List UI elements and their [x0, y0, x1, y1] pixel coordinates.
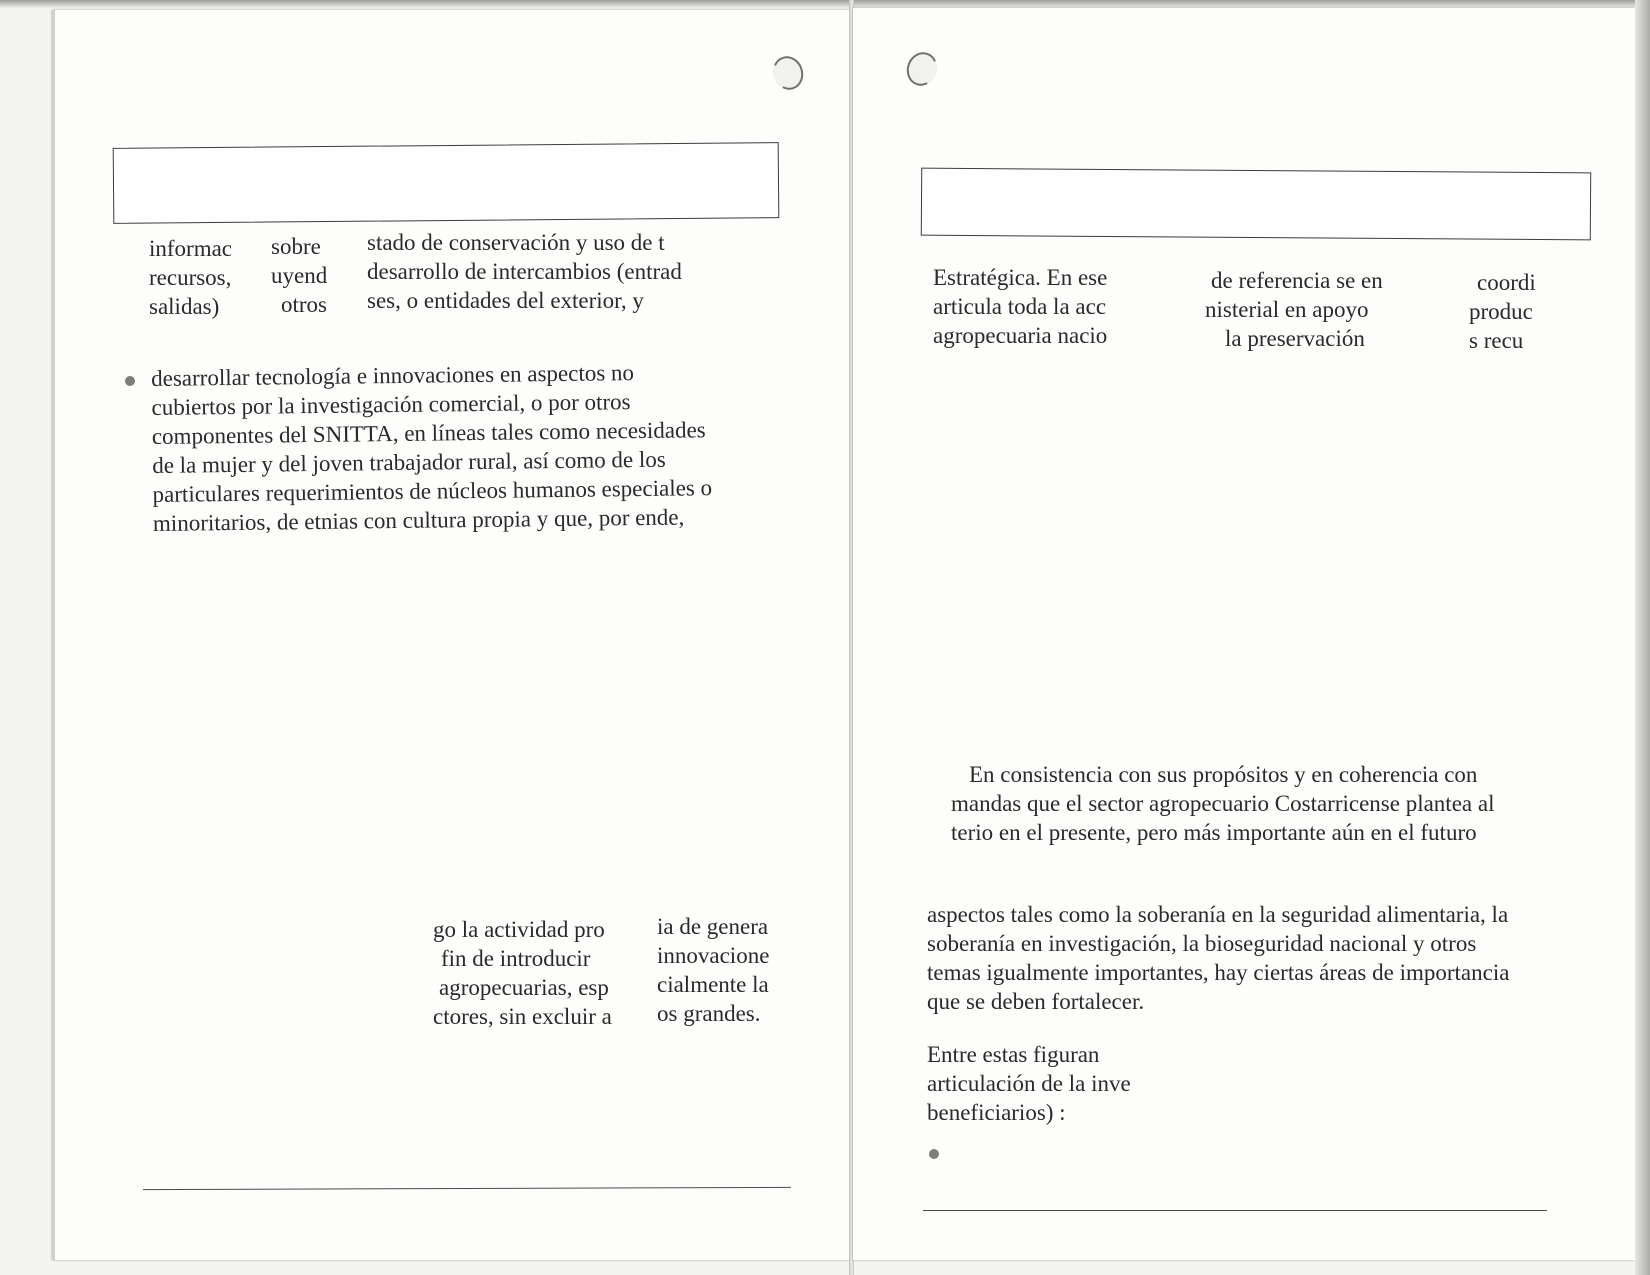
- left-lower-col2: [657, 912, 769, 1028]
- text-line: innovacione: [657, 943, 770, 968]
- text-line: agropecuaria nacio: [933, 323, 1108, 348]
- entre-paragraph: [927, 1040, 1131, 1127]
- text-line: aspectos tales como la soberanía en la seguridad alimentaria, la: [927, 902, 1509, 927]
- text-line: soberanía en investigación, la bioseguridad nacional y otros: [927, 931, 1477, 956]
- text-line: ctores, sin excluir a: [433, 1004, 612, 1029]
- text-line: la preservación: [1225, 326, 1365, 351]
- text-line: de la mujer y del joven trabajador rural, así como de los: [152, 446, 666, 478]
- header-box: [113, 142, 780, 224]
- text-line: de referencia se en: [1211, 268, 1383, 293]
- binder-hole: [768, 52, 808, 94]
- text-line: go la actividad pro: [433, 917, 605, 942]
- left-page: [52, 10, 853, 1260]
- right-top-col1: [933, 263, 1107, 350]
- text-line: uyend: [271, 263, 328, 288]
- text-line: produc: [1469, 299, 1533, 324]
- text-line: nisterial en apoyo: [1205, 297, 1369, 322]
- text-line: fin de introducir: [441, 946, 591, 971]
- text-line: ses, o entidades del exterior, y: [367, 288, 644, 313]
- text-line: salidas): [149, 294, 220, 319]
- left-lower-col1: [433, 915, 612, 1031]
- right-top-col3: [1469, 268, 1536, 355]
- text-line: particulares requerimientos de núcleos humanos especiales o: [152, 475, 713, 507]
- text-line: terio en el presente, pero más importante aún en el futuro: [951, 820, 1477, 845]
- text-line: que se deben fortalecer.: [927, 989, 1145, 1014]
- text-line: cialmente la: [657, 972, 769, 997]
- bullet-icon: [125, 376, 135, 386]
- text-line: En consistencia con sus propósitos y en coherencia con: [969, 762, 1478, 787]
- text-line: stado de conservación y uso de t: [367, 230, 665, 255]
- text-line: minoritarios, de etnias con cultura propia y que, por ende,: [152, 504, 685, 536]
- text-line: beneficiarios) :: [927, 1100, 1066, 1125]
- left-top-col3: [367, 228, 682, 315]
- text-line: ia de genera: [657, 914, 769, 939]
- text-line: agropecuarias, esp: [439, 975, 609, 1000]
- text-line: componentes del SNITTA, en líneas tales como necesidades: [151, 417, 706, 449]
- text-line: articulación de la inve: [927, 1071, 1131, 1096]
- text-line: desarrollo de intercambios (entrad: [367, 259, 682, 284]
- binder-hole: [902, 48, 942, 90]
- text-line: Entre estas figuran: [927, 1042, 1100, 1067]
- text-line: Estratégica. En ese: [933, 265, 1108, 290]
- text-line: informac: [149, 236, 233, 261]
- text-line: sobre: [271, 234, 321, 259]
- text-line: desarrollar tecnología e innovaciones en aspectos no: [151, 360, 635, 391]
- left-top-col1: [149, 234, 232, 321]
- text-line: cubiertos por la investigación comercial, o por otros: [151, 389, 631, 420]
- text-line: articula toda la acc: [933, 294, 1107, 319]
- header-box: [921, 168, 1591, 241]
- text-line: temas igualmente importantes, hay ciertas áreas de importancia: [927, 960, 1510, 985]
- text-line: s recu: [1469, 328, 1524, 353]
- right-edge: [1635, 0, 1650, 1275]
- bullet-paragraph: [151, 357, 763, 538]
- consistency-paragraph: [951, 760, 1494, 847]
- text-line: coordi: [1477, 270, 1536, 295]
- right-page: [853, 8, 1635, 1260]
- top-edge: [0, 0, 1650, 8]
- text-line: mandas que el sector agropecuario Costarricense plantea al: [951, 791, 1495, 816]
- text-line: recursos,: [149, 265, 232, 290]
- aspects-paragraph: [927, 900, 1509, 1016]
- footer-rule: [923, 1210, 1547, 1211]
- footer-rule: [143, 1187, 791, 1190]
- right-top-col2: [1205, 266, 1383, 353]
- left-top-col2: [271, 232, 327, 319]
- bullet-icon: [929, 1149, 939, 1159]
- text-line: otros: [281, 292, 327, 317]
- text-line: os grandes.: [657, 1001, 761, 1026]
